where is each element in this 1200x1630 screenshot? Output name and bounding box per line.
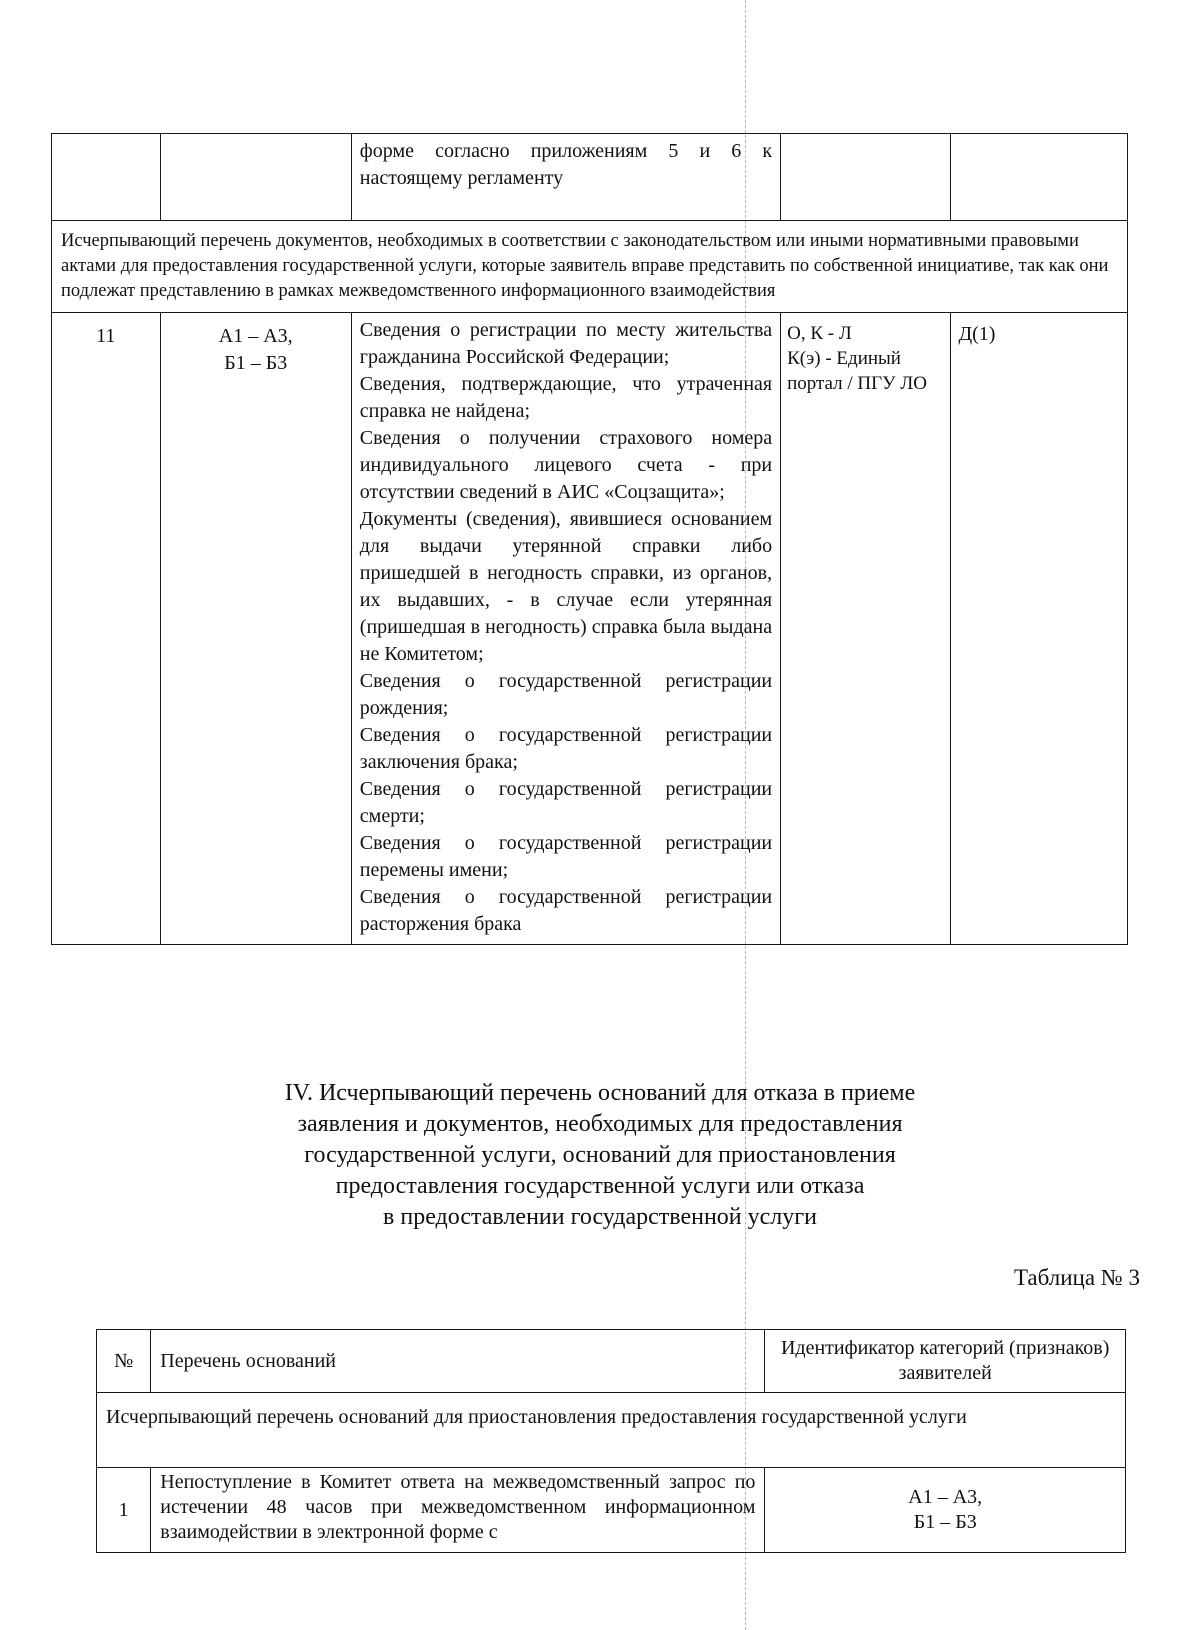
table-row-1 <box>97 1468 1126 1553</box>
document-item: Сведения о государственной регистрации рождения; <box>359 670 773 719</box>
grounds-table <box>96 1329 1126 1553</box>
table-number-label: Таблица № 3 <box>1013 1265 1140 1290</box>
heading-line-5: в предоставлении государственной услуги <box>383 1204 817 1230</box>
row-documents <box>351 313 780 945</box>
section-heading <box>160 1078 1040 1233</box>
table-header-row <box>97 1330 1126 1393</box>
document-item: Документы (сведения), явившиеся основанием для выдачи утерянной справки либо пришедшей в негодность справки, из органов, их выдавших, - в случае если утерянная (пришедшая в негодность) справка была выдана не Комитетом; <box>359 508 773 665</box>
section-text: Исчерпывающий перечень документов, необходимых в соответствии с законодательством или иными нормативными правовыми актами для предоставления государственной услуги, которые заявитель вправе представить по собственной инициативе, так как они подлежат представлению в рамках межведомственного информационного взаимодействия <box>52 221 1128 313</box>
table-row-11 <box>52 313 1128 945</box>
header-grounds: Перечень оснований <box>151 1330 765 1393</box>
header-number: № <box>97 1330 151 1393</box>
cell-empty-category <box>160 134 351 221</box>
document-item: Сведения, подтверждающие, что утраченная справка не найдена; <box>359 373 773 422</box>
document-item: Сведения о государственной регистрации расторжения брака <box>359 886 773 935</box>
description-line-1: форме согласно приложениям 5 и 6 к <box>359 140 773 162</box>
header-identifier: Идентификатор категорий (признаков) заявителей <box>765 1330 1126 1393</box>
categories-line-1: А1 – А3, <box>218 325 293 347</box>
heading-line-3: государственной услуги, оснований для приостановления <box>304 1142 896 1168</box>
section-text: Исчерпывающий перечень оснований для приостановления предоставления государственной услуги <box>97 1393 1126 1468</box>
method-line-1: О, К - Л <box>787 323 852 344</box>
cell-empty-method <box>781 134 950 221</box>
documents-table <box>51 133 1128 945</box>
description-line-2: настоящему регламенту <box>359 167 564 189</box>
heading-line-2: заявления и документов, необходимых для предоставления <box>297 1111 903 1137</box>
row-number: 1 <box>97 1468 151 1553</box>
row-text: Непоступление в Комитет ответа на межведомственный запрос по истечении 48 часов при межведомственном информационном взаимодействии в электронной форме с <box>151 1468 765 1553</box>
document-item: Сведения о государственной регистрации смерти; <box>359 778 773 827</box>
categories-line-1: А1 – А3, <box>908 1486 983 1508</box>
cell-empty-code <box>950 134 1128 221</box>
table-row-continuation <box>52 134 1128 221</box>
row-method <box>781 313 950 945</box>
table-section-row <box>97 1393 1126 1468</box>
categories-line-2: Б1 – Б3 <box>224 352 288 374</box>
row-number: 11 <box>52 313 161 945</box>
document-item: Сведения о регистрации по месту жительства гражданина Российской Федерации; <box>359 319 773 368</box>
heading-line-1: IV. Исчерпывающий перечень оснований для отказа в приеме <box>284 1080 916 1106</box>
document-item: Сведения о получении страхового номера индивидуального лицевого счета - при отсутствии сведений в АИС «Соцзащита»; <box>359 427 773 503</box>
heading-line-4: предоставления государственной услуги или отказа <box>335 1173 865 1199</box>
categories-line-2: Б1 – Б3 <box>913 1511 977 1533</box>
row-categories <box>765 1468 1126 1553</box>
row-code: Д(1) <box>950 313 1128 945</box>
document-item: Сведения о государственной регистрации заключения брака; <box>359 724 773 773</box>
row-categories <box>160 313 351 945</box>
method-line-2: К(э) - Единый портал / ПГУ ЛО <box>787 348 927 394</box>
cell-empty-number <box>52 134 161 221</box>
table-section-row <box>52 221 1128 313</box>
cell-description-continuation <box>351 134 780 221</box>
document-item: Сведения о государственной регистрации перемены имени; <box>359 832 773 881</box>
